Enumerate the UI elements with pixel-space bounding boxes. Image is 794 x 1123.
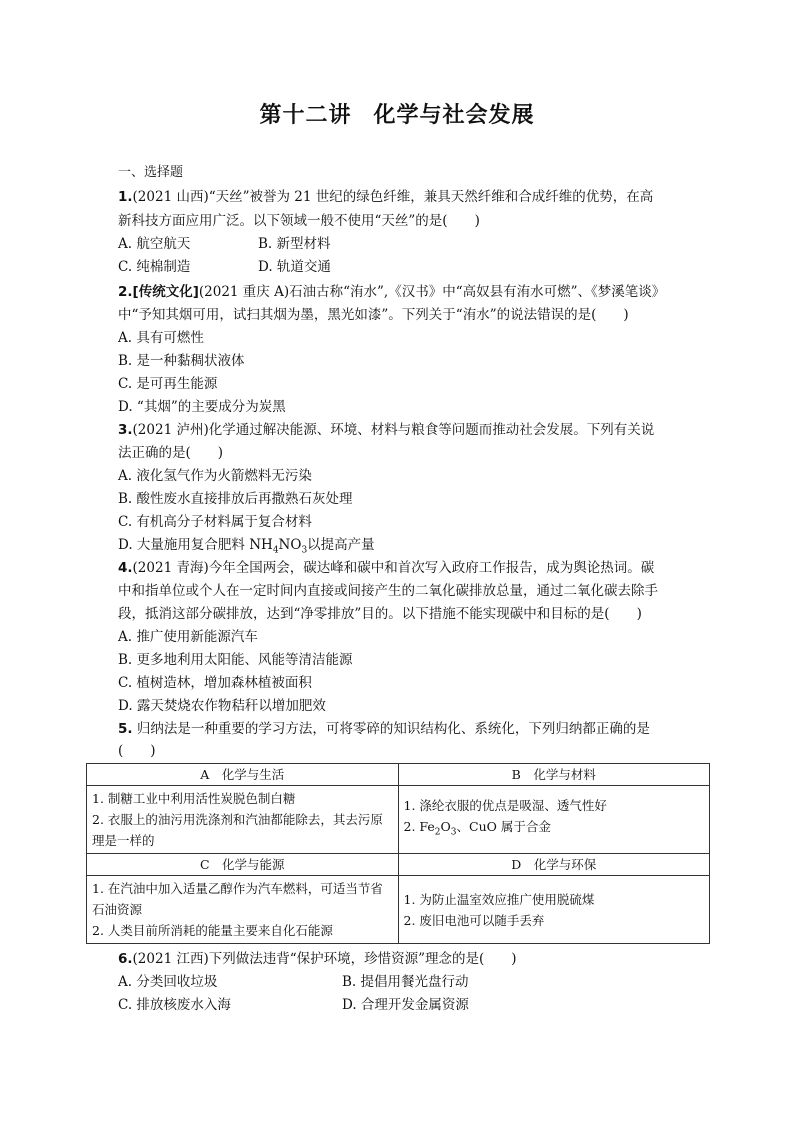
table-cell-b bbox=[398, 786, 710, 854]
q1-option-b[interactable]: B. 新型材料 bbox=[258, 236, 331, 252]
q2-line2: 中“予知其烟可用，试扫其烟为墨，黑光如漆”。下列关于“洧水”的说法错误的是( ) bbox=[118, 307, 629, 323]
q2-tag: [传统文化] bbox=[132, 284, 199, 300]
q4-line1 bbox=[118, 559, 654, 577]
table-d-item1: 1. 为防止温室效应推广使用脱硫煤 bbox=[403, 891, 595, 907]
table-c-item2: 2. 人类目前所消耗的能量主要来自化石能源 bbox=[92, 923, 333, 938]
title-lecture: 第十二讲 bbox=[259, 103, 352, 128]
table-head-b[interactable]: B 化学与材料 bbox=[398, 764, 710, 786]
table-a-item1: 1. 制糖工业中利用活性炭脱色制白糖 bbox=[92, 791, 296, 806]
q3-d-post: 以提高产量 bbox=[307, 537, 375, 553]
table-head-d[interactable]: D 化学与环保 bbox=[398, 854, 710, 876]
q3-d-sub2: 3 bbox=[301, 545, 308, 556]
table-cell-a bbox=[87, 786, 399, 854]
q6-text1: (2021 江西)下列做法违背“保护环境，珍惜资源”理念的是( ) bbox=[132, 951, 517, 967]
table-b-item2-pre: 2. Fe bbox=[403, 819, 435, 835]
table-head-c[interactable]: C 化学与能源 bbox=[87, 854, 399, 876]
q2-option-a[interactable]: A. 具有可燃性 bbox=[118, 330, 204, 346]
q4-line3: 段，抵消这部分碳排放，达到“净零排放”目的。以下措施不能实现碳中和目标的是( ) bbox=[118, 606, 642, 622]
q4-option-a[interactable]: A. 推广使用新能源汽车 bbox=[118, 629, 258, 645]
q3-number: 3. bbox=[118, 422, 133, 438]
q1-line1 bbox=[118, 188, 653, 206]
q6-line1 bbox=[118, 950, 517, 968]
q3-option-a[interactable]: A. 液化氢气作为火箭燃料无污染 bbox=[118, 468, 312, 484]
q3-d-sub1: 4 bbox=[272, 545, 279, 556]
q3-text1: (2021 泸州)化学通过解决能源、环境、材料与粮食等问题而推动社会发展。下列有关说 bbox=[132, 422, 655, 438]
table-cell-c bbox=[87, 876, 399, 944]
q6-option-b[interactable]: B. 提倡用餐光盘行动 bbox=[342, 974, 469, 990]
q1-number: 1. bbox=[118, 189, 133, 205]
q5-number: 5. bbox=[118, 721, 133, 737]
q1-text1: (2021 山西)“天丝”被誉为 21 世纪的绿色纤维，兼具天然纤维和合成纤维的优势，在高 bbox=[132, 189, 654, 205]
q4-number: 4. bbox=[118, 560, 133, 576]
q4-option-d[interactable]: D. 露天焚烧农作物秸秆以增加肥效 bbox=[118, 698, 326, 714]
q6-number: 6. bbox=[118, 951, 133, 967]
q5-table bbox=[86, 763, 710, 944]
table-b-item2-sub2: 3 bbox=[450, 827, 457, 838]
table-b-item2-mid: O bbox=[440, 819, 451, 835]
q3-option-d[interactable] bbox=[118, 536, 375, 560]
q3-d-text: D. 大量施用复合肥料 NH bbox=[118, 537, 273, 553]
q3-d-mid: NO bbox=[278, 537, 302, 553]
q5-line1 bbox=[118, 720, 650, 738]
q1-line2: 新科技方面应用广泛。以下领域一般不使用“天丝”的是( ) bbox=[118, 213, 480, 229]
table-c-item1: 1. 在汽油中加入适量乙醇作为汽车燃料，可适当节省石油资源 bbox=[92, 881, 383, 917]
q6-option-c[interactable]: C. 排放核废水入海 bbox=[118, 997, 231, 1013]
table-head-a[interactable]: A 化学与生活 bbox=[87, 764, 399, 786]
q6-option-a[interactable]: A. 分类回收垃圾 bbox=[118, 974, 218, 990]
title-topic: 化学与社会发展 bbox=[373, 103, 535, 128]
q5-text1: 归纳法是一种重要的学习方法，可将零碎的知识结构化、系统化，下列归纳都正确的是 bbox=[136, 721, 650, 737]
q4-line2: 中和指单位或个人在一定时间内直接或间接产生的二氧化碳排放总量，通过二氧化碳去除手 bbox=[118, 583, 658, 599]
table-b-item2 bbox=[404, 816, 705, 844]
q2-option-b[interactable]: B. 是一种黏稠状液体 bbox=[118, 353, 245, 369]
page-title bbox=[0, 98, 794, 129]
table-b-item2-sub1: 2 bbox=[434, 827, 441, 838]
q3-option-c[interactable]: C. 有机高分子材料属于复合材料 bbox=[118, 514, 312, 530]
q1-option-a[interactable]: A. 航空航天 bbox=[118, 236, 191, 252]
q4-option-c[interactable]: C. 植树造林，增加森林植被面积 bbox=[118, 675, 312, 691]
q3-line2: 法正确的是( ) bbox=[118, 445, 224, 461]
q2-option-c[interactable]: C. 是可再生能源 bbox=[118, 376, 218, 392]
q5-line2: ( ) bbox=[118, 743, 156, 759]
table-b-item1: 1. 涤纶衣服的优点是吸湿、透气性好 bbox=[403, 798, 607, 814]
section-heading: 一、选择题 bbox=[118, 165, 184, 180]
table-b-item2-post: 、CuO 属于合金 bbox=[456, 819, 551, 835]
q2-number: 2. bbox=[118, 284, 133, 300]
q4-option-b[interactable]: B. 更多地利用太阳能、风能等清洁能源 bbox=[118, 652, 353, 668]
q1-option-d[interactable]: D. 轨道交通 bbox=[258, 259, 331, 275]
q2-line1 bbox=[118, 283, 665, 301]
q3-line1 bbox=[118, 421, 654, 439]
table-d-item2: 2. 废旧电池可以随手丢弃 bbox=[403, 912, 545, 928]
q3-option-b[interactable]: B. 酸性废水直接排放后再撒熟石灰处理 bbox=[118, 491, 353, 507]
q6-option-d[interactable]: D. 合理开发金属资源 bbox=[342, 997, 469, 1013]
q4-text1: (2021 青海)今年全国两会，碳达峰和碳中和首次写入政府工作报告，成为舆论热词。碳 bbox=[132, 560, 655, 576]
table-cell-d bbox=[398, 876, 710, 944]
q2-option-d[interactable]: D. “其烟”的主要成分为炭黑 bbox=[118, 399, 286, 415]
q2-text1: (2021 重庆 A)石油古称“洧水”,《汉书》中“高奴县有洧水可燃”、《梦溪笔谈》 bbox=[198, 284, 666, 300]
q1-option-c[interactable]: C. 纯棉制造 bbox=[118, 259, 191, 275]
table-a-item2: 2. 衣服上的油污用洗涤剂和汽油都能除去，其去污原理是一样的 bbox=[92, 812, 383, 848]
